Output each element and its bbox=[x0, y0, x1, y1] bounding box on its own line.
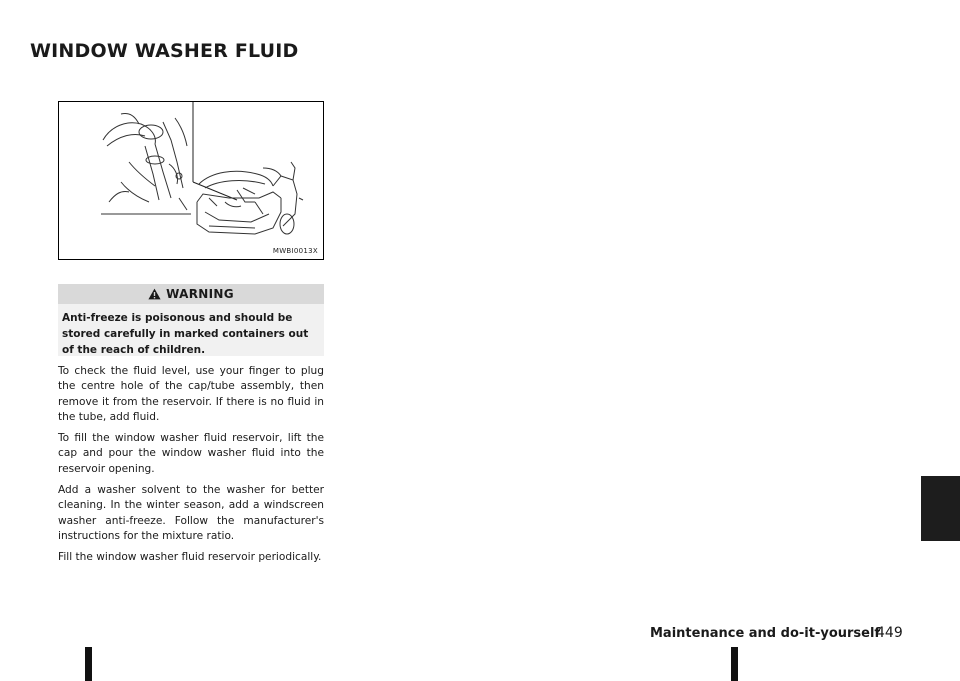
paragraph: Add a washer solvent to the washer for better cleaning. In the winter season, add a windscreen washer anti-freeze. Follow the manufacturer's instructions for the mixture ratio. bbox=[58, 484, 324, 542]
footer-chapter-title: Maintenance and do-it-yourself bbox=[650, 626, 881, 641]
washer-reservoir-illustration bbox=[58, 101, 324, 260]
warning-header bbox=[58, 284, 324, 304]
warning-triangle-icon bbox=[148, 288, 161, 300]
paragraph: To fill the window washer fluid reservoir, lift the cap and pour the window washer fluid into the reservoir opening. bbox=[58, 432, 324, 475]
chapter-thumb-tab bbox=[921, 476, 960, 541]
crop-mark-right bbox=[731, 647, 738, 681]
body-text bbox=[58, 364, 324, 572]
warning-box bbox=[58, 284, 324, 356]
paragraph: To check the fluid level, use your finger to plug the centre hole of the cap/tube assembly, then remove it from the reservoir. If there is no fluid in the tube, add fluid. bbox=[58, 365, 324, 423]
figure-code: MWBI0013X bbox=[272, 247, 318, 255]
warning-title: WARNING bbox=[166, 287, 234, 301]
page-number: 449 bbox=[876, 625, 903, 641]
illustration-drawing bbox=[59, 102, 325, 261]
crop-mark-left bbox=[85, 647, 92, 681]
section-title: WINDOW WASHER FLUID bbox=[30, 40, 299, 62]
warning-text: Anti-freeze is poisonous and should be stored carefully in marked containers out of the reach of children. bbox=[62, 312, 309, 356]
paragraph: Fill the window washer fluid reservoir periodically. bbox=[58, 551, 322, 564]
